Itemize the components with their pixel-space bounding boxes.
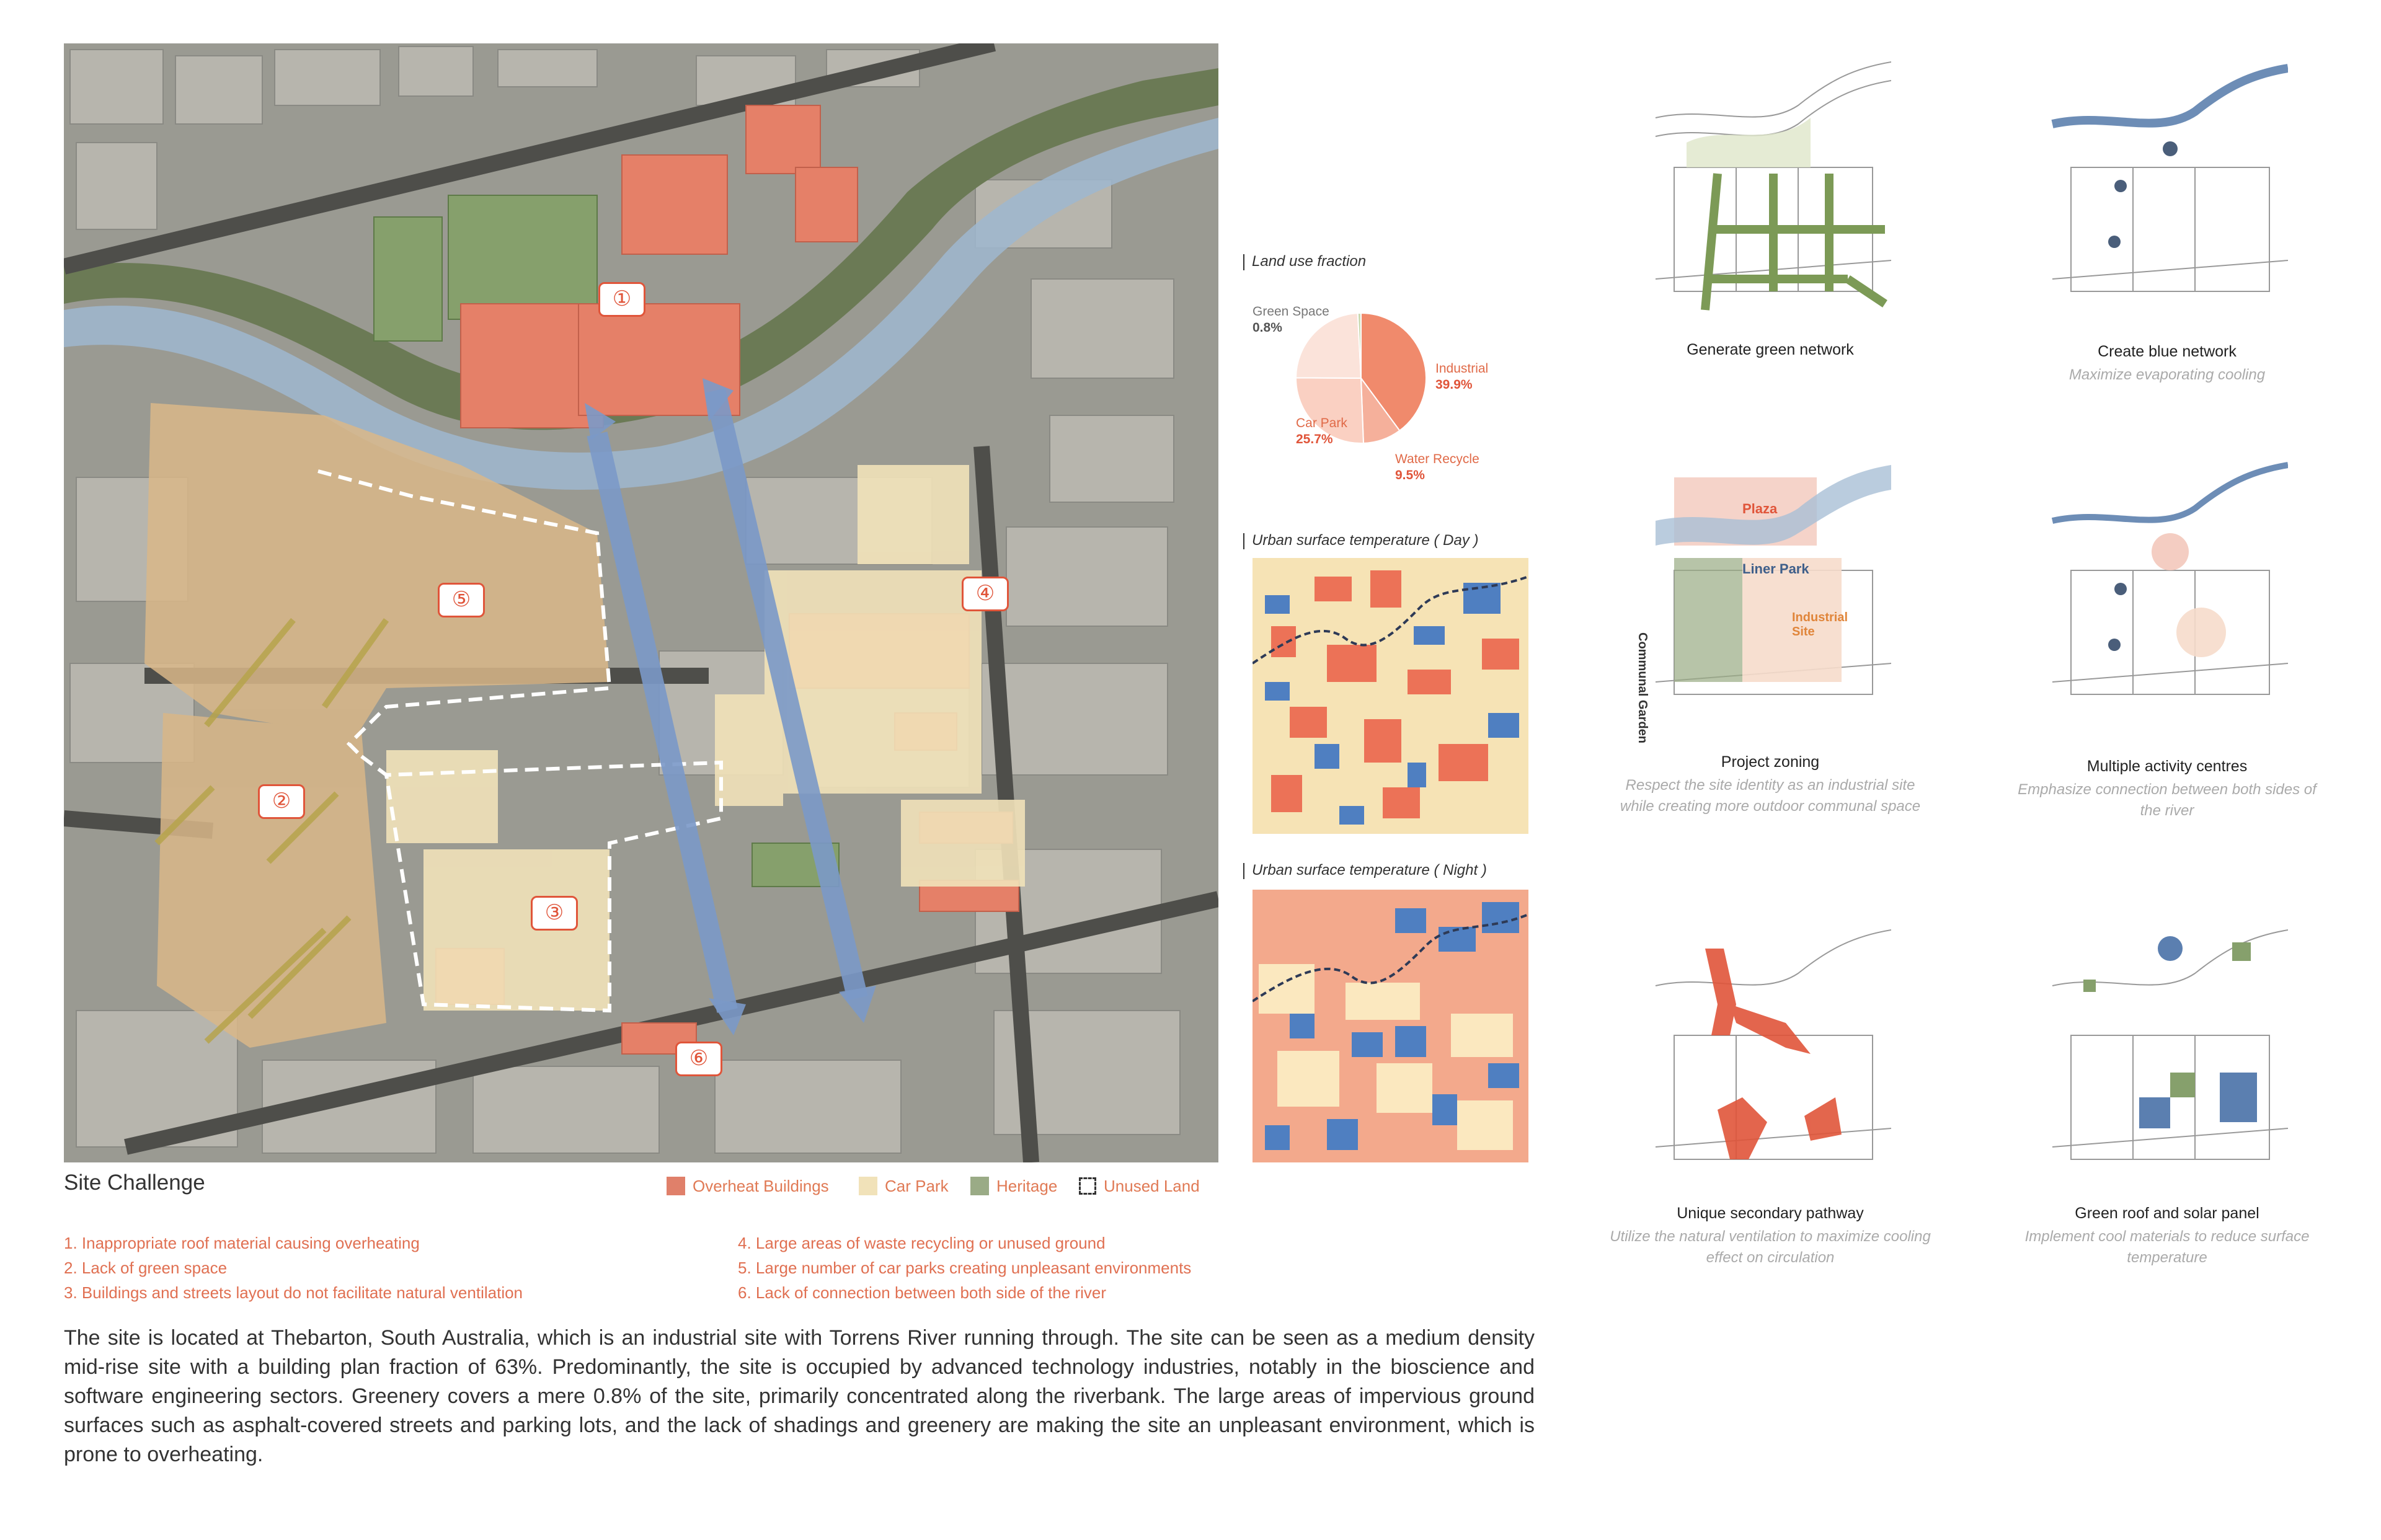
pie-label-water [1395, 451, 1479, 484]
diagram-secondary-pathway [1649, 911, 1891, 1184]
legend-label: Heritage [996, 1176, 1058, 1195]
challenge-item: 1. Inappropriate roof material causing overheating [64, 1234, 420, 1252]
heat-map-night-drawing [1253, 890, 1528, 1162]
diagram-sub-activity: Emphasize connection between both sides of the river [2018, 781, 2317, 819]
diagram-activity-centres [2046, 446, 2288, 719]
diagram-title-blue: Create blue network [2098, 343, 2237, 360]
heritage-swatch [970, 1177, 989, 1195]
legend-label: Unused Land [1104, 1176, 1200, 1195]
zone-liner-park: Liner Park [1742, 561, 1809, 577]
unused-swatch [1079, 1177, 1096, 1195]
pie-label-industrial-value: 39.9% [1435, 378, 1473, 392]
diagram-sub-green-roof: Implement cool materials to reduce surface temperature [2024, 1228, 2310, 1266]
aerial-map-drawing [64, 43, 1218, 1162]
site-aerial-map [64, 43, 1218, 1162]
heat-night-title [1243, 862, 1487, 879]
challenge-item: 6. Lack of connection between both side of the river [738, 1283, 1107, 1302]
legend-heritage [970, 1174, 1057, 1198]
pie-label-carpark [1296, 415, 1347, 448]
pie-label-green-value: 0.8% [1253, 321, 1282, 335]
pie-label-carpark-value: 25.7% [1296, 432, 1333, 446]
pie-label-water-value: 9.5% [1395, 468, 1425, 482]
heat-map-night [1253, 890, 1528, 1162]
diagram-project-zoning [1636, 446, 1891, 743]
diagram-green-network [1649, 43, 1891, 316]
heat-map-day [1253, 558, 1528, 834]
diagram-title-activity: Multiple activity centres [2086, 758, 2248, 775]
challenge-list-left [64, 1231, 523, 1305]
heat-day-title [1243, 532, 1478, 549]
diagram-activity-centres-drawing [2046, 446, 2288, 719]
marker-6: ⑥ [675, 1042, 722, 1076]
pie-label-green-name: Green Space [1253, 304, 1329, 319]
site-description: The site is located at Thebarton, South Australia, which is an industrial site with Torrens River running through. The site can be seen as a medium density mid-rise site with a building plan fraction of 63%. Predominantly, the site is occupied by advanced technology industries, notably in the bioscience and software engineering sectors. Greenery covers a mere 0.8% of the site, primarily concentrated along the riverbank. The large areas of impervious ground surfaces such as asphalt-covered streets and parking lots, and the lack of shadings and greenery are making the site an unpleasant environment, which is prone to overheating. [64, 1326, 1535, 1466]
site-challenge-title: Site Challenge [64, 1170, 205, 1195]
diagram-title-green: Generate green network [1687, 341, 1854, 358]
diagram-green-network-drawing [1649, 43, 1891, 316]
challenge-item: 2. Lack of green space [64, 1259, 228, 1277]
pie-label-industrial [1435, 361, 1488, 393]
diagram-blue-network [2046, 43, 2288, 316]
diagram-sub-blue: Maximize evaporating cooling [2068, 366, 2266, 383]
diagram-sub-zoning: Respect the site identity as an industrial site while creating more outdoor communal space [1620, 777, 1921, 815]
marker-2: ② [258, 784, 305, 819]
zone-industrial: Industrial Site [1792, 611, 1848, 639]
zone-communal: Communal Garden [1636, 632, 1649, 743]
pie-label-industrial-name: Industrial [1435, 361, 1489, 376]
diagram-secondary-pathway-drawing [1649, 911, 1891, 1184]
pie-label-green [1253, 304, 1329, 336]
overheat-swatch [667, 1177, 685, 1195]
diagram-title-pathway: Unique secondary pathway [1677, 1205, 1864, 1222]
marker-5: ⑤ [438, 583, 485, 617]
pie-label-carpark-name: Car Park [1296, 416, 1347, 430]
legend-overheat [667, 1174, 829, 1198]
land-use-title-text: Land use fraction [1252, 253, 1367, 270]
heat-night-title-text: Urban surface temperature ( Night ) [1252, 862, 1487, 878]
heat-day-title-text: Urban surface temperature ( Day ) [1252, 532, 1479, 549]
challenge-item: 4. Large areas of waste recycling or unused ground [738, 1234, 1106, 1252]
marker-1: ① [598, 282, 645, 317]
pie-label-water-name: Water Recycle [1395, 452, 1479, 466]
diagram-title-green-roof: Green roof and solar panel [2075, 1205, 2259, 1222]
challenge-list-right [738, 1231, 1191, 1305]
heat-map-day-drawing [1253, 558, 1528, 834]
zone-plaza: Plaza [1742, 501, 1778, 516]
legend-label: Overheat Buildings [693, 1176, 829, 1195]
legend-carpark [859, 1174, 949, 1198]
diagram-project-zoning-drawing [1649, 446, 1891, 719]
marker-3: ③ [531, 896, 578, 931]
diagram-sub-pathway: Utilize the natural ventilation to maximize cooling effect on circulation [1610, 1228, 1931, 1266]
challenge-item: 5. Large number of car parks creating unpleasant environments [738, 1259, 1192, 1277]
diagram-green-roof-solar-drawing [2046, 911, 2288, 1184]
legend-label: Car Park [885, 1176, 949, 1195]
diagram-blue-network-drawing [2046, 43, 2288, 316]
carpark-swatch [859, 1177, 877, 1195]
diagram-title-zoning: Project zoning [1721, 753, 1820, 771]
legend-unused [1079, 1174, 1200, 1198]
land-use-title [1243, 253, 1366, 270]
marker-4: ④ [962, 577, 1009, 611]
challenge-item: 3. Buildings and streets layout do not facilitate natural ventilation [64, 1283, 523, 1302]
diagram-green-roof-solar [2046, 911, 2288, 1184]
